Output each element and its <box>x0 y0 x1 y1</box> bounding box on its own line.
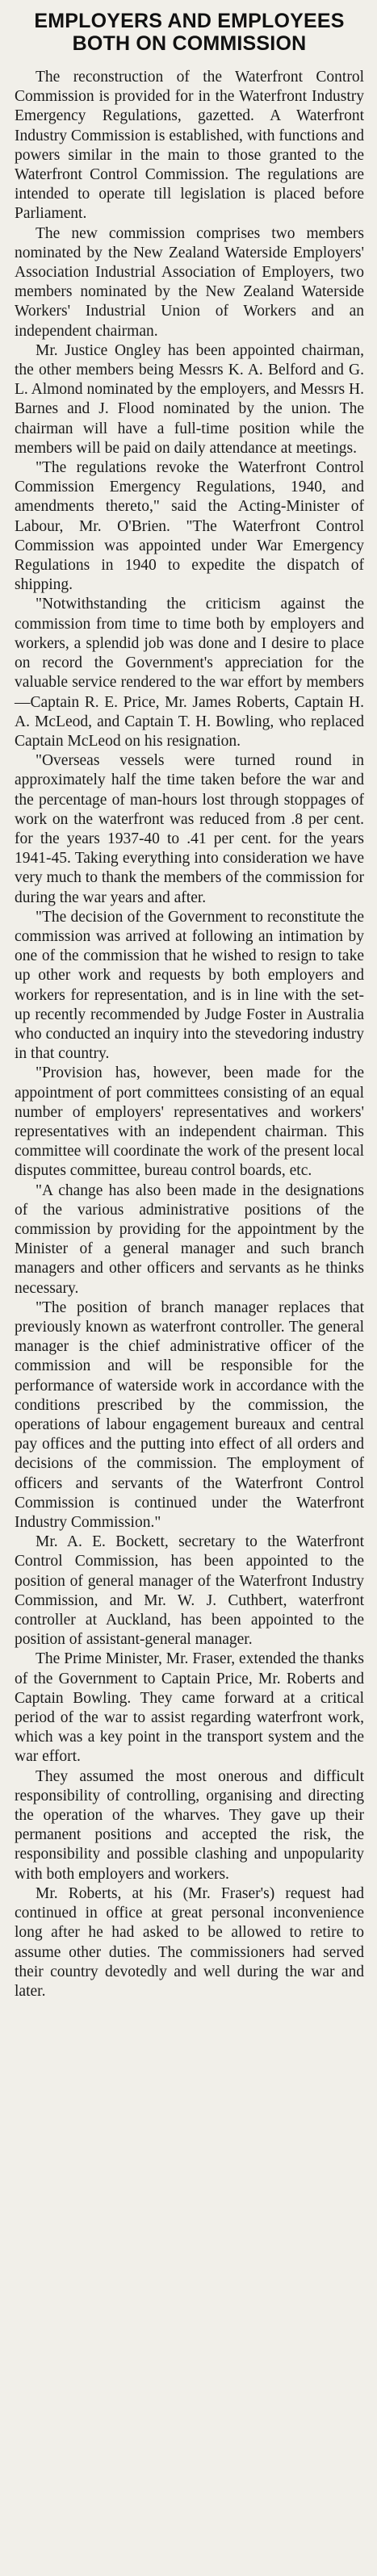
article-paragraph: "The regulations revoke the Waterfront Control Commission Emergency Regulations, 1940, and amendments thereto," said the Acting-Minister of Labour, Mr. O'Brien. "The Waterfront Control Commission was appointed under War Emergency Regulations in 1940 to expedite the dispatch of shipping. <box>15 459 364 594</box>
article-paragraph: Mr. Justice Ongley has been appointed chairman, the other members being Messrs K. A. Belford and G. L. Almond nominated by the employers, and Messrs H. Barnes and J. Flood nominated by the union. The chairman will have a full-time position while the members will be paid on daily attendance at meetings. <box>15 341 364 457</box>
article-paragraph: The reconstruction of the Waterfront Control Commission is provided for in the Waterfront Industry Emergency Regulations, gazetted. A Waterfront Industry Commission is established, with functions and powers similar in the main to those granted to the Waterfront Control Commission. The regulations are intended to operate till legislation is placed before Parliament. <box>15 69 364 223</box>
article-paragraph: They assumed the most onerous and difficult responsibility of controlling, organising and directing the operation of the wharves. They gave up their permanent positions and accepted the risk, the responsibility and possible clashing and unpopularity with both employers and workers. <box>15 1767 364 1883</box>
article-paragraph: "The decision of the Government to reconstitute the commission was arrived at following an intimation by one of the commission that he wished to resign to take up other work and requests by both employers and workers for representation, and is in line with the set-up recently recommended by Judge Foster in Australia who conducted an inquiry into the stevedoring industry in that country. <box>15 908 364 1063</box>
article-paragraph: "Provision has, however, been made for the appointment of port committees consisting of an equal number of employers' representatives and workers' representatives with an independent chairman. This committee will coordinate the work of the present local disputes committee, bureau control boards, etc. <box>15 1064 364 1180</box>
article-paragraph: "Overseas vessels were turned round in approximately half the time taken before the war and the percentage of man-hours lost through stoppages of work on the waterfront was reduced from .8 per cent. for the years 1937-40 to .41 per cent. for the years 1941-45. Taking everything into consideration we have very much to thank the members of the commission for during the war years and after. <box>15 752 364 906</box>
article-paragraph: The Prime Minister, Mr. Fraser, extended the thanks of the Government to Captain Price, Mr. Roberts and Captain Bowling. They came forward at a critical period of the war to assist regarding waterfront work, which was a key point in the transport system and the war effort. <box>15 1650 364 1766</box>
article-body <box>15 68 364 2001</box>
headline-line-1: EMPLOYERS AND EMPLOYEES <box>34 10 345 32</box>
headline-line-2: BOTH ON COMMISSION <box>72 32 307 55</box>
article-paragraph: Mr. Roberts, at his (Mr. Fraser's) request had continued in office at great personal inconvenience long after he had asked to be allowed to retire to assume other duties. The commissioners had served their country devotedly and well during the war and later. <box>15 1884 364 2000</box>
article-paragraph: Mr. A. E. Bockett, secretary to the Waterfront Control Commission, has been appointed to the position of general manager of the Waterfront Industry Commission, and Mr. W. J. Cuthbert, waterfront controller at Auckland, has been appointed to the position of assistant-general manager. <box>15 1533 364 1649</box>
article-paragraph: "The position of branch manager replaces that previously known as waterfront controller. The general manager is the chief administrative officer of the commission and will be responsible for the performance of waterside work in accordance with the conditions prescribed by the commission, the operations of labour engagement bureaux and central pay offices and the putting into effect of all orders and decisions of the commission. The employment of officers and servants of the Waterfront Control Commission is continued under the Waterfront Industry Commission." <box>15 1298 364 1532</box>
article-headline <box>15 10 364 55</box>
article-paragraph: The new commission comprises two members nominated by the New Zealand Waterside Employers' Association Industrial Association of Employers, two members nominated by the New Zealand Waterside Workers' Industrial Union of Workers and an independent chairman. <box>15 224 364 340</box>
article-paragraph: "A change has also been made in the designations of the various administrative positions of the commission by providing for the appointment by the Minister of a general manager and such branch managers and other officers and servants as he thinks necessary. <box>15 1181 364 1297</box>
article-paragraph: "Notwithstanding the criticism against the commission from time to time both by employers and workers, a splendid job was done and I desire to place on record the Government's appreciation for the valuable service rendered to the war effort by members—Captain R. E. Price, Mr. James Roberts, Captain H. A. McLeod, and Captain T. H. Bowling, who replaced Captain McLeod on his resignation. <box>15 596 364 750</box>
